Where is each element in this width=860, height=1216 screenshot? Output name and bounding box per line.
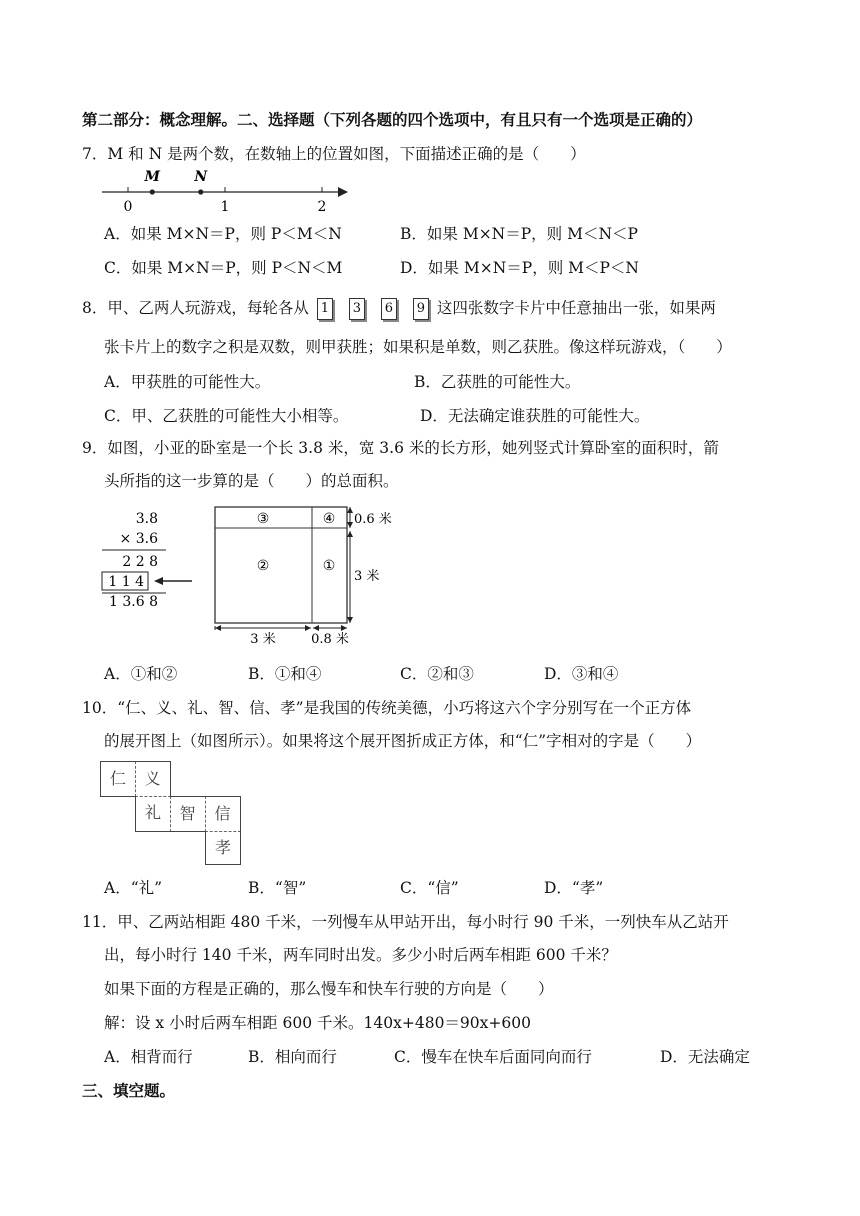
- q8-stem-line1: [82, 296, 716, 320]
- q10-option-b[interactable]: B．“智”: [248, 879, 307, 897]
- q9-stem-line2: 头所指的这一步算的是（ ）的总面积。: [104, 472, 399, 490]
- q11-stem-line1: 11．甲、乙两站相距 480 千米，一列慢车从甲站开出，每小时行 90 千米，一列快车从乙站开: [82, 913, 729, 931]
- q11-option-a[interactable]: A．相背而行: [104, 1048, 193, 1066]
- q10-stem-line2: 的展开图上（如图所示）。如果将这个展开图折成正方体，和“仁”字相对的字是（ ）: [104, 732, 702, 750]
- dim-arrow: [347, 522, 353, 528]
- q8-stem-after: 这四张数字卡片中任意抽出一张，如果两: [436, 299, 716, 317]
- q9-stem-line1: 9．如图，小亚的卧室是一个长 3.8 米，宽 3.6 米的长方形，她列竖式计算卧室的面积时，箭: [82, 439, 719, 457]
- number-card: 9: [413, 298, 429, 320]
- dim-w2: 0.8 米: [311, 632, 349, 646]
- q10-stem-line1: 10．“仁、义、礼、智、信、孝”是我国的传统美德，小巧将这六个字分别写在一个正方体: [82, 699, 692, 717]
- calc-row2: × 3.6: [119, 531, 158, 547]
- q9-option-c[interactable]: C．②和③: [400, 665, 474, 683]
- room-rectangle: [212, 504, 402, 646]
- q8-stem-line2: 张卡片上的数字之积是双数，则甲获胜；如果积是单数，则乙获胜。像这样玩游戏，（ ）: [104, 338, 732, 356]
- dim-arrow: [347, 617, 353, 623]
- net-cell-6: 孝: [205, 831, 241, 865]
- calc-row1: 3.8: [135, 511, 158, 527]
- q9-option-b[interactable]: B．①和④: [248, 665, 322, 683]
- q10-option-a[interactable]: A．“礼”: [104, 879, 163, 897]
- cell-4: ④: [322, 511, 336, 527]
- q9-option-a[interactable]: A．①和②: [104, 665, 178, 683]
- q11-stem-line3: 如果下面的方程是正确的，那么慢车和快车行驶的方向是（ ）: [104, 980, 554, 998]
- arrow-icon: [154, 577, 163, 585]
- number-card: 1: [317, 298, 333, 320]
- point-M: [150, 189, 155, 194]
- label-N: N: [194, 169, 208, 185]
- number-card: 6: [381, 298, 397, 320]
- label-1: 1: [220, 199, 230, 214]
- calc-row5: 1 3.6 8: [109, 594, 158, 607]
- label-2: 2: [317, 199, 327, 214]
- q7-stem: 7．M 和 N 是两个数，在数轴上的位置如图，下面描述正确的是（ ）: [82, 145, 586, 163]
- q11-solution: 解：设 x 小时后两车相距 600 千米。140x+480＝90x+600: [104, 1014, 531, 1032]
- number-line-arrow: [338, 187, 348, 197]
- dim-h1: 3 米: [354, 569, 380, 584]
- cell-1: ①: [322, 558, 336, 574]
- net-cell-5: 信: [205, 796, 241, 832]
- q8-stem-before: 8．甲、乙两人玩游戏，每轮各从: [82, 299, 309, 317]
- calc-row3: 2 2 8: [122, 554, 158, 570]
- q7-option-d[interactable]: D．如果 M×N＝P，则 M＜P＜N: [400, 259, 639, 277]
- q8-option-d[interactable]: D．无法确定谁获胜的可能性大。: [420, 407, 650, 425]
- label-0: 0: [123, 199, 133, 214]
- number-line: [100, 166, 350, 214]
- calc-row4: 1 1 4: [108, 574, 144, 590]
- q10-option-d[interactable]: D．“孝”: [544, 879, 604, 897]
- dim-arrow: [347, 531, 353, 537]
- q11-stem-line2: 出，每小时行 140 千米，两车同时出发。多少小时后两车相距 600 千米？: [104, 946, 617, 964]
- q8-option-c[interactable]: C．甲、乙获胜的可能性大小相等。: [104, 407, 349, 425]
- q7-option-b[interactable]: B．如果 M×N＝P，则 M＜N＜P: [400, 225, 638, 243]
- q8-option-b[interactable]: B．乙获胜的可能性大。: [414, 373, 581, 391]
- dim-arrow: [305, 625, 311, 631]
- q9-option-d[interactable]: D．③和④: [544, 665, 619, 683]
- label-M: M: [144, 169, 160, 185]
- section-2-heading: 第二部分：概念理解。二、选择题（下列各题的四个选项中，有且只有一个选项是正确的）: [82, 110, 703, 129]
- q7-option-a[interactable]: A．如果 M×N＝P，则 P＜M＜N: [104, 225, 342, 243]
- net-cell-4: 智: [170, 796, 206, 832]
- dim-w1: 3 米: [250, 632, 276, 646]
- q11-option-c[interactable]: C．慢车在快车后面同向而行: [394, 1048, 592, 1066]
- cell-2: ②: [256, 558, 270, 574]
- point-N: [198, 189, 203, 194]
- q7-option-c[interactable]: C．如果 M×N＝P，则 P＜N＜M: [104, 259, 343, 277]
- dim-arrow: [341, 625, 347, 631]
- section-3-heading: 三、填空题。: [82, 1081, 176, 1100]
- dim-arrow: [215, 625, 221, 631]
- cube-net: [100, 761, 242, 865]
- q10-option-c[interactable]: C．“信”: [400, 879, 459, 897]
- vertical-multiplication: [96, 505, 196, 607]
- net-cell-3: 礼: [135, 796, 171, 832]
- q11-option-b[interactable]: B．相向而行: [248, 1048, 337, 1066]
- dim-h2: 0.6 米: [354, 512, 392, 527]
- net-cell-2: 义: [135, 761, 171, 797]
- q11-option-d[interactable]: D．无法确定: [660, 1048, 750, 1066]
- net-cell-1: 仁: [100, 761, 136, 797]
- cell-3: ③: [256, 511, 270, 527]
- number-card: 3: [349, 298, 365, 320]
- dim-arrow: [313, 625, 319, 631]
- dim-arrow: [347, 507, 353, 513]
- q8-option-a[interactable]: A．甲获胜的可能性大。: [104, 373, 271, 391]
